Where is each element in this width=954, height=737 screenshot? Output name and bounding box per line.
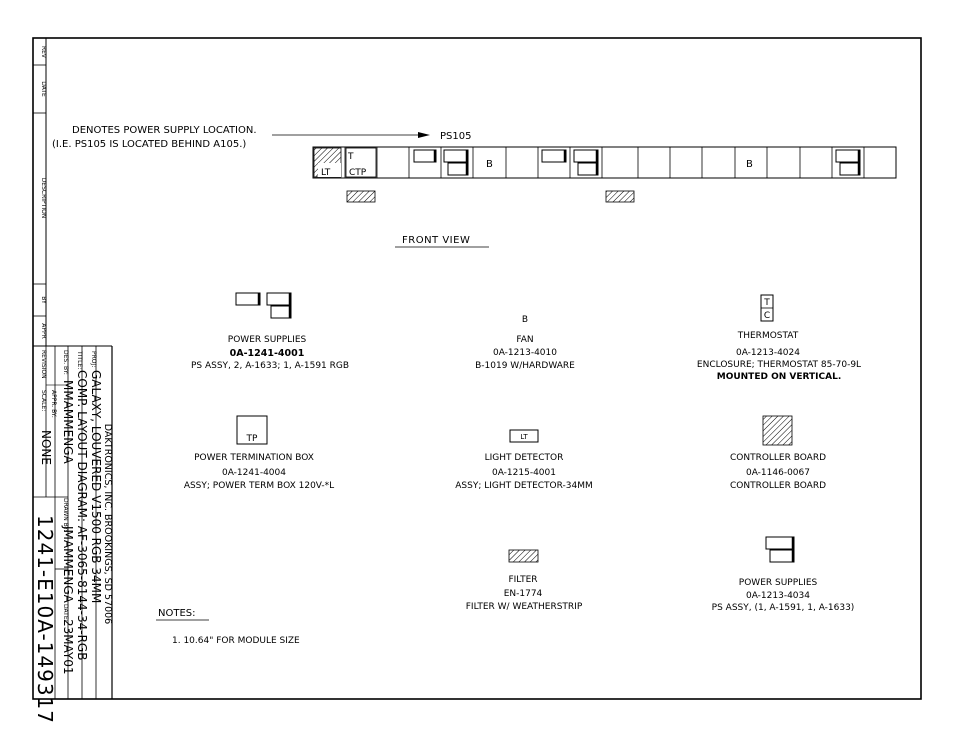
des-by-label: DES. BY: — [62, 350, 69, 375]
appr-by-label: APPR. BY: — [50, 390, 57, 418]
light-detector-desc: ASSY; LIGHT DETECTOR-34MM — [455, 481, 593, 491]
strip-power-supply-2 — [444, 150, 468, 175]
light-detector-part: 0A-1215-4001 — [492, 468, 556, 478]
description-header: DESCRIPTION — [40, 177, 47, 219]
proj-label: PROJ: — [90, 351, 97, 368]
strip-filter-2 — [606, 191, 634, 202]
revision-block — [33, 38, 112, 346]
drawing-date: 23MAY01 — [61, 619, 75, 675]
term-box-name: POWER TERMINATION BOX — [194, 453, 314, 463]
filter-desc: FILTER W/ WEATHERSTRIP — [465, 602, 583, 612]
thermostat-c: C — [763, 311, 771, 321]
fan-desc: B-1019 W/HARDWARE — [475, 361, 575, 371]
thermostat-t: T — [764, 298, 770, 308]
front-view-label: FRONT VIEW — [402, 235, 471, 246]
title-label: TITLE: — [76, 351, 83, 370]
date-label: DATE: — [62, 604, 69, 622]
strip-fan-2: B — [746, 159, 753, 170]
filter-name: FILTER — [508, 575, 538, 585]
revision-label: REVISION — [40, 350, 47, 379]
strip-power-supply-4 — [574, 150, 598, 175]
annotation-line-2: (I.E. PS105 IS LOCATED BEHIND A105.) — [52, 139, 247, 150]
term-box-part: 0A-1241-4004 — [222, 468, 286, 478]
by-header: BY — [40, 296, 47, 304]
strip-fan-1: B — [486, 159, 493, 170]
strip-power-supply-3 — [542, 150, 566, 162]
ps-name: POWER SUPPLIES — [227, 335, 307, 345]
thermostat-desc: ENCLOSURE; THERMOSTAT 85-70-9L — [696, 360, 862, 370]
strip-lt-label: LT — [321, 168, 331, 178]
title-block — [33, 346, 113, 724]
fan-name: FAN — [516, 335, 534, 345]
legend-power-termination-box — [184, 416, 334, 491]
filter-part: EN-1774 — [503, 589, 543, 599]
module-row — [313, 147, 896, 178]
company-name: DAKTRONICS, INC. BROOKINGS, SD 57006 — [102, 423, 113, 625]
thermostat-part: 0A-1213-4024 — [736, 348, 800, 358]
date-header: DATE — [40, 81, 47, 97]
annotation-line-1: DENOTES POWER SUPPLY LOCATION. — [72, 125, 257, 136]
notes-heading: NOTES: — [158, 608, 196, 619]
power-supply-note — [52, 125, 471, 150]
ps-symbol — [236, 293, 260, 305]
controller-board-desc: CONTROLLER BOARD — [729, 481, 827, 491]
scale-label: SCALE: — [40, 390, 47, 412]
notes-section — [156, 608, 300, 646]
note-1: 1. 10.64" FOR MODULE SIZE — [172, 636, 300, 646]
term-box-desc: ASSY; POWER TERM BOX 120V-*L — [183, 481, 335, 491]
ps2-part: 0A-1213-4034 — [746, 591, 810, 601]
drawing-number: 1241-E10A-149317 — [33, 515, 57, 725]
leader-arrow — [418, 132, 430, 138]
thermostat-name: THERMOSTAT — [737, 331, 799, 341]
ps-part: 0A-1241-4001 — [229, 348, 305, 359]
ps105-label: PS105 — [440, 131, 472, 142]
term-box-tp: TP — [246, 434, 258, 444]
legend-fan — [475, 315, 575, 371]
ps2-name: POWER SUPPLIES — [738, 578, 818, 588]
scale-value: NONE — [39, 430, 53, 465]
filter-symbol — [509, 550, 538, 562]
drawn-by: JMAMMENGA — [61, 526, 75, 603]
strip-ctp-label: CTP — [349, 168, 367, 178]
legend-filter — [466, 550, 583, 612]
controller-board-name: CONTROLLER BOARD — [729, 453, 827, 463]
front-view-strip — [313, 147, 896, 202]
strip-power-supply-1 — [414, 150, 436, 162]
controller-board-symbol — [763, 416, 792, 445]
legend-controller-board — [730, 416, 826, 491]
drawn-by-label: DRAWN BY: — [62, 498, 69, 532]
light-detector-name: LIGHT DETECTOR — [484, 453, 564, 463]
drawing-title: COMP. LAYOUT DIAGRAM: AF-3065-8144-34-RGB — [75, 370, 89, 661]
legend-power-supplies-2 — [712, 537, 855, 613]
ps2-desc: PS ASSY, (1, A-1591, 1, A-1633) — [711, 603, 855, 613]
light-detector-lt: LT — [520, 433, 528, 441]
fan-symbol: B — [521, 315, 529, 325]
controller-board-part: 0A-1146-0067 — [746, 468, 810, 478]
strip-power-supply-5 — [836, 150, 860, 175]
strip-t-label: T — [348, 152, 354, 162]
legend-light-detector — [455, 430, 593, 491]
thermostat-note: MOUNTED ON VERTICAL. — [716, 372, 842, 382]
project-name: GALAXY, LOUVERED V1500 RGB 34MM — [89, 370, 103, 604]
fan-part: 0A-1213-4010 — [493, 348, 557, 358]
legend-thermostat — [697, 295, 861, 382]
strip-filter-1 — [347, 191, 375, 202]
appr-header: APPR — [40, 323, 47, 339]
designed-by: MMAMMENGA — [61, 380, 75, 464]
legend-power-supplies — [191, 293, 349, 371]
rev-header: REV — [40, 45, 47, 59]
ps2-symbol — [766, 537, 794, 549]
ps-desc: PS ASSY, 2, A-1633; 1, A-1591 RGB — [190, 361, 350, 371]
